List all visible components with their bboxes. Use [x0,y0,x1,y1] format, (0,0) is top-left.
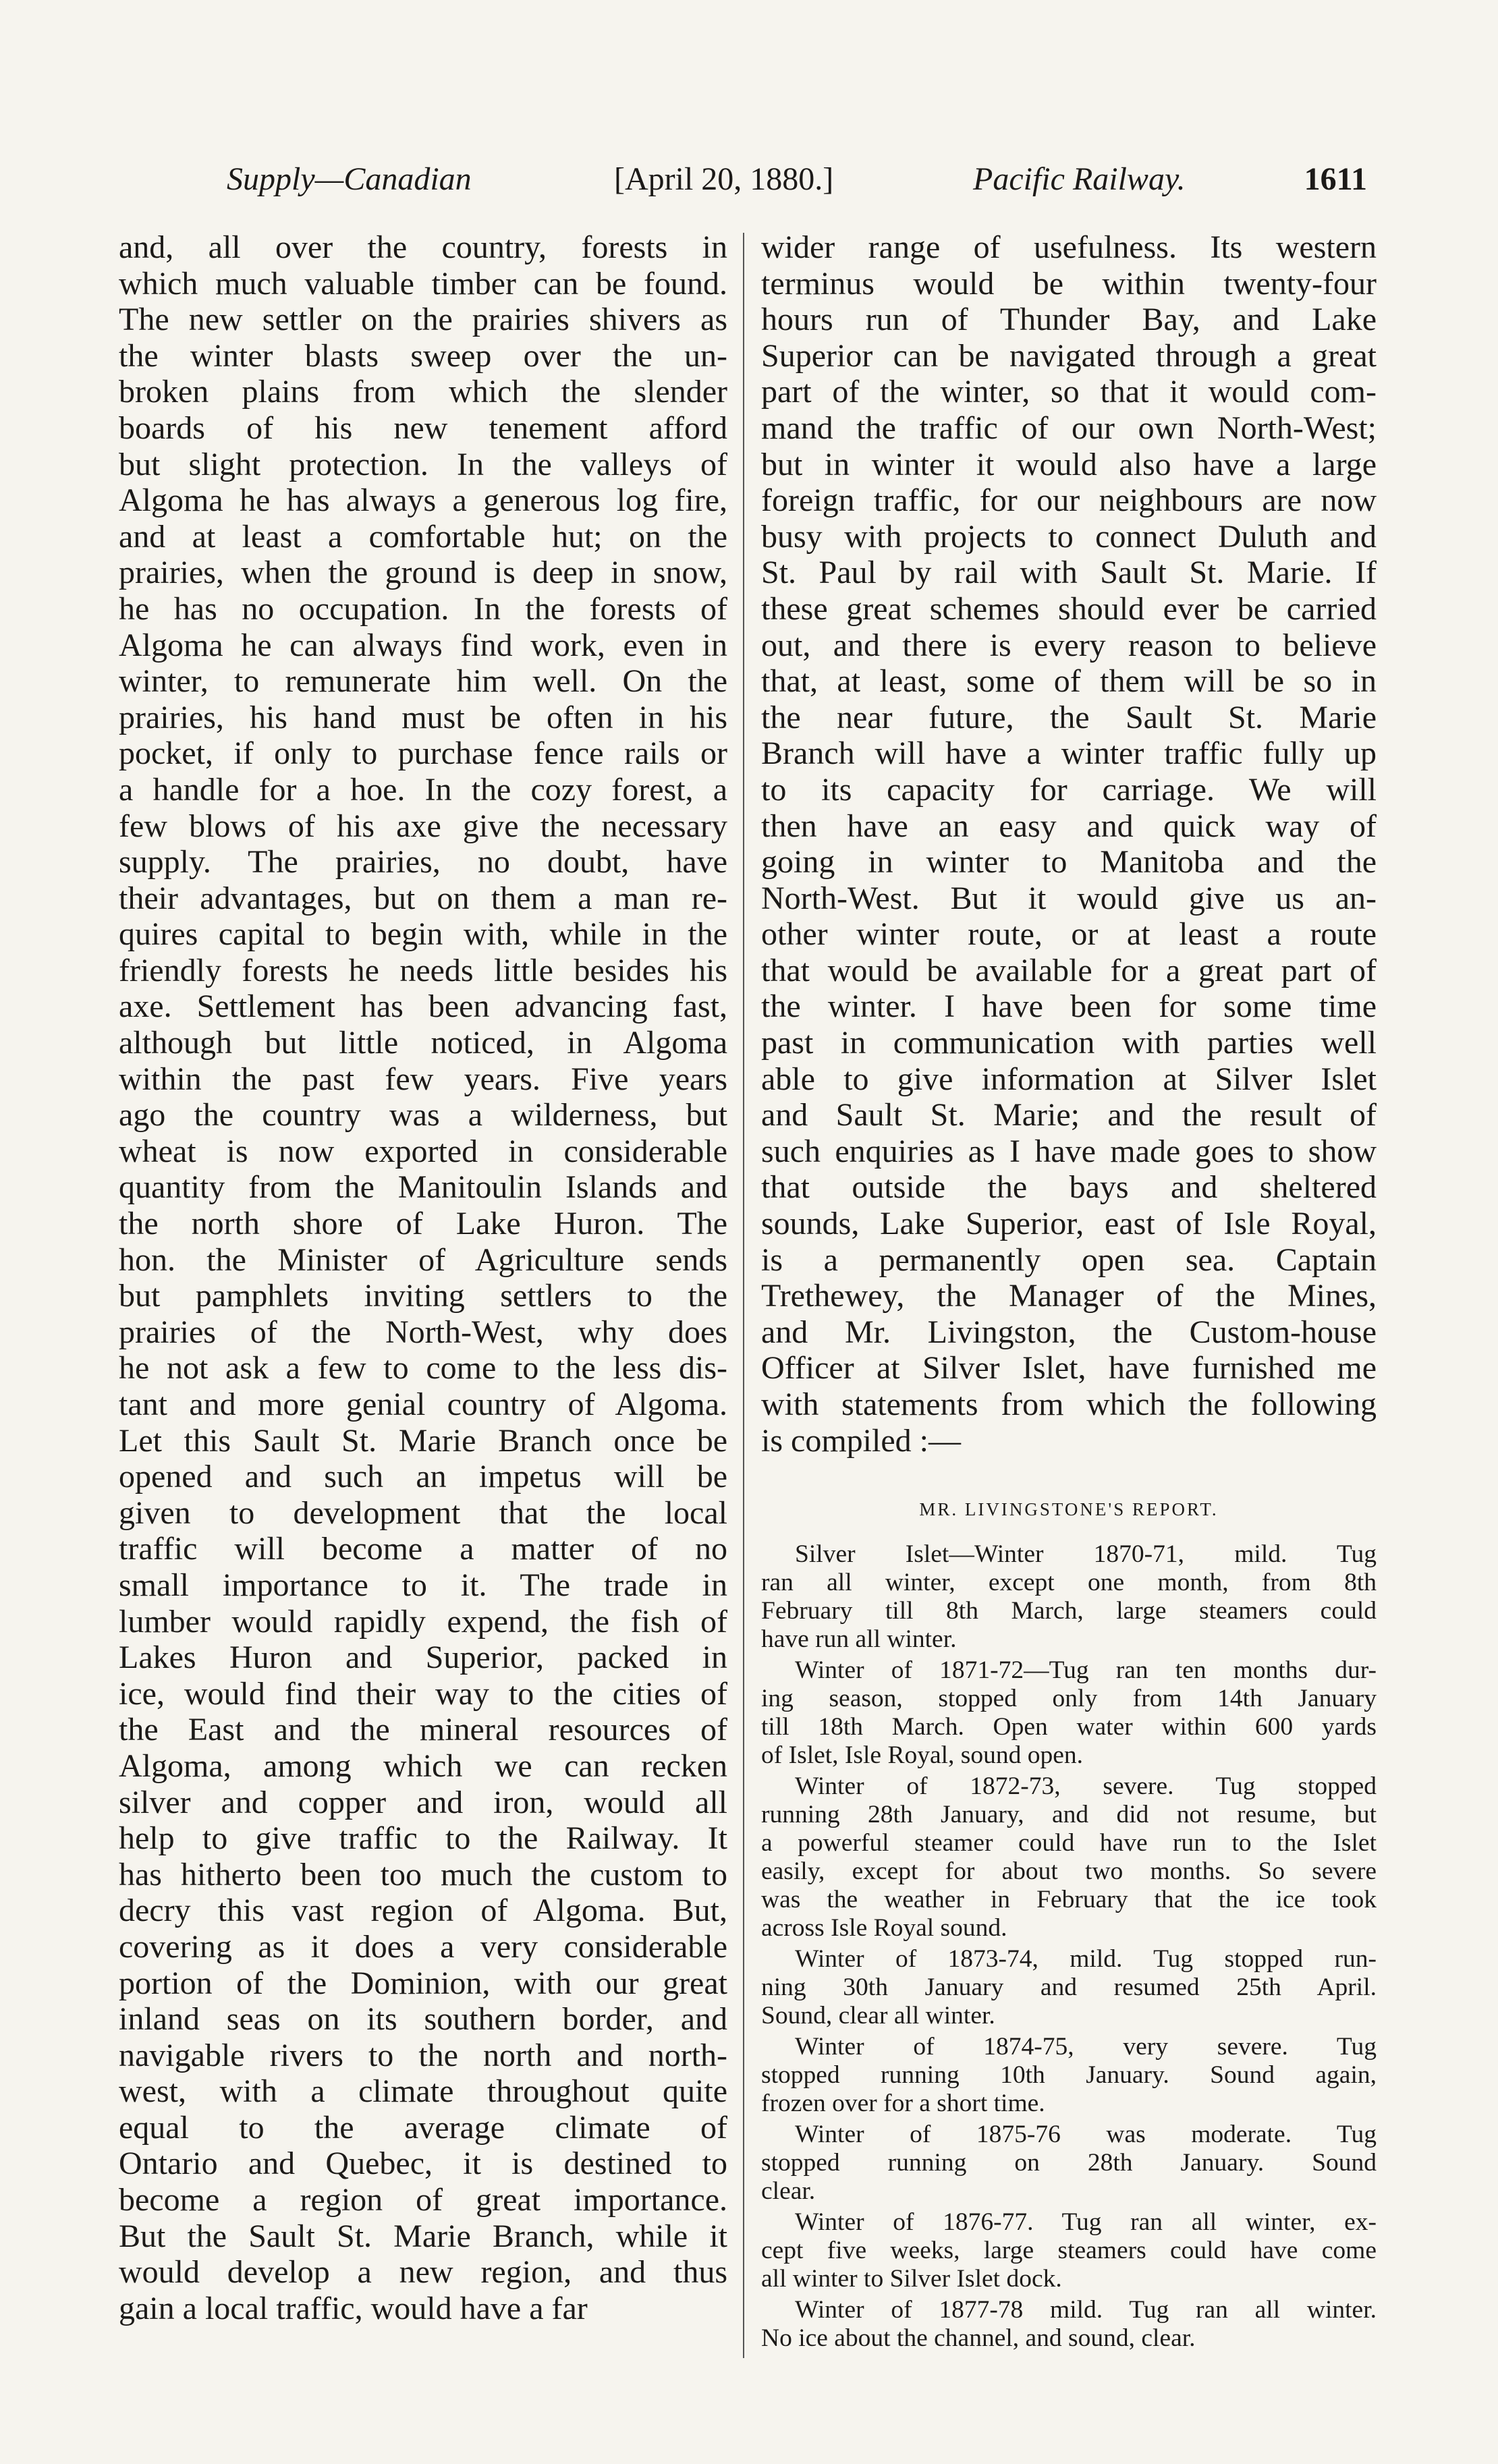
text-line: wheat is now exported in considerable [119,1133,727,1169]
text-line: foreign traffic, for our neighbours are now [761,482,1377,519]
text-line: quantity from the Manitoulin Islands and [119,1169,727,1206]
text-line: that would be available for a great part of [761,952,1377,988]
text-line: sounds, Lake Superior, east of Isle Royal, [761,1206,1377,1242]
report-line: stopped running on 28th January. Sound [761,2149,1377,2177]
text-line: Lakes Huron and Superior, packed in [119,1640,727,1676]
report-line: running 28th January, and did not resume, but [761,1801,1377,1829]
paragraph-gap [761,2353,1377,2355]
text-line: would develop a new region, and thus [119,2254,727,2291]
report-line: ing season, stopped only from 14th January [761,1685,1377,1713]
text-line: become a region of great importance. [119,2182,727,2218]
report-line: all winter to Silver Islet dock. [761,2265,1062,2293]
text-line: is a permanently open sea. Captain [761,1241,1377,1278]
header-date: [April 20, 1880.] [614,161,834,197]
text-line: with statements from which the following [761,1387,1377,1422]
text-line: opened and such an impetus will be [119,1459,727,1495]
text-line: given to development that the local [119,1494,727,1531]
text-line: navigable rivers to the north and north- [119,2037,727,2073]
text-line: then have an easy and quick way of [761,808,1377,844]
report-paragraph [761,1945,1377,2030]
text-line: to its capacity for carriage. We will [761,771,1377,808]
right-column [761,229,1377,2355]
report-line: No ice about the channel, and sound, clear. [761,2324,1196,2353]
text-line: Ontario and Quebec, it is destined to [119,2146,727,2182]
text-line: winter, to remunerate him well. On the [119,663,727,700]
report-paragraph [761,1540,1377,1654]
report-paragraph [761,2296,1377,2353]
text-line: prairies, when the ground is deep in snow, [119,555,727,591]
report-line: Silver Islet—Winter 1870-71, mild. Tug [795,1540,1377,1569]
text-line: broken plains from which the slender [119,374,727,410]
text-line: axe. Settlement has been advancing fast, [119,988,727,1025]
text-line: that, at least, some of them will be so in [761,663,1377,700]
text-line: and at least a comfortable hut; on the [119,518,727,555]
report-paragraph [761,2033,1377,2118]
left-column [119,229,727,2326]
text-line: The new settler on the prairies shivers as [119,302,727,338]
report-paragraph [761,1656,1377,1770]
report-line: February till 8th March, large steamers could [761,1597,1377,1625]
report-line: frozen over for a short time. [761,2090,1045,2118]
text-line: North-West. But it would give us an- [761,880,1377,916]
report-line: Winter of 1876-77. Tug ran all winter, ex- [795,2208,1377,2237]
text-line: hon. the Minister of Agriculture sends [119,1241,727,1278]
text-line: Superior can be navigated through a great [761,337,1377,374]
text-line: inland seas on its southern border, and [119,2001,727,2038]
text-line: pocket, if only to purchase fence rails or [119,735,727,772]
text-line: silver and copper and iron, would all [119,1784,727,1820]
report-line: a powerful steamer could have run to the Islet [761,1829,1377,1857]
text-line: wider range of usefulness. Its western [761,229,1377,265]
text-line: Algoma he can always find work, even in [119,627,727,663]
report-line: Winter of 1874-75, very severe. Tug [795,2033,1377,2061]
report-line: Winter of 1873-74, mild. Tug stopped run- [795,1945,1377,1973]
report-body [761,1540,1377,2355]
report-line: ning 30th January and resumed 25th April. [761,1973,1377,2002]
text-line: help to give traffic to the Railway. It [119,1820,727,1857]
text-line: but in winter it would also have a large [761,446,1377,482]
text-line: west, with a climate throughout quite [119,2073,727,2110]
text-line: which much valuable timber can be found. [119,265,727,302]
text-line: prairies, his hand must be often in his [119,699,727,735]
text-line: past in communication with parties well [761,1025,1377,1061]
text-line: Trethewey, the Manager of the Mines, [761,1278,1377,1314]
report-paragraph [761,2121,1377,2206]
text-line: Algoma, among which we can recken [119,1747,727,1784]
report-line: till 18th March. Open water within 600 yards [761,1713,1377,1741]
text-line: but slight protection. In the valleys of [119,446,727,482]
text-line: able to give information at Silver Islet [761,1061,1377,1097]
text-line: such enquiries as I have made goes to show [761,1133,1377,1169]
text-line: few blows of his axe give the necessary [119,808,727,844]
right-column-text [761,229,1377,1459]
text-line: the winter. I have been for some time [761,988,1377,1025]
text-line: terminus would be within twenty-four [761,265,1377,302]
text-line: portion of the Dominion, with our great [119,1965,727,2001]
report-line: of Islet, Isle Royal, sound open. [761,1741,1084,1770]
text-line: Officer at Silver Islet, have furnished me [761,1350,1377,1387]
text-line: within the past few years. Five years [119,1061,727,1097]
report-line: across Isle Royal sound. [761,1914,1007,1942]
text-line: other winter route, or at least a route [761,916,1377,953]
text-line: St. Paul by rail with Sault St. Marie. If [761,555,1377,591]
text-line: a handle for a hoe. In the cozy forest, a [119,771,727,808]
text-line: Let this Sault St. Marie Branch once be [119,1422,727,1459]
text-line: part of the winter, so that it would com- [761,374,1377,410]
report-heading: MR. LIVINGSTONE'S REPORT. [919,1499,1219,1520]
text-line: their advantages, but on them a man re- [119,880,727,916]
text-line: small importance to it. The trade in [119,1567,727,1603]
report-line: ran all winter, except one month, from 8th [761,1569,1377,1597]
report-line: Sound, clear all winter. [761,2002,995,2030]
text-line: and, all over the country, forests in [119,229,727,265]
text-line: prairies of the North-West, why does [119,1314,727,1350]
report-line: Winter of 1875-76 was moderate. Tug [795,2121,1377,2149]
report-line: stopped running 10th January. Sound again, [761,2061,1377,2090]
text-line: ice, would find their way to the cities of [119,1675,727,1712]
text-line: mand the traffic of our own North-West; [761,410,1377,446]
text-line: lumber would rapidly expend, the fish of [119,1603,727,1640]
text-line: supply. The prairies, no doubt, have [119,844,727,880]
text-line: has hitherto been too much the custom to [119,1856,727,1893]
text-line: is compiled :— [761,1422,961,1459]
text-line: but pamphlets inviting settlers to the [119,1278,727,1314]
report-line: easily, except for about two months. So severe [761,1857,1377,1886]
text-line: tant and more genial country of Algoma. [119,1387,727,1422]
text-line: boards of his new tenement afford [119,410,727,446]
report-line: cept five weeks, large steamers could have come [761,2237,1377,2265]
text-line: hours run of Thunder Bay, and Lake [761,302,1377,338]
text-line: the north shore of Lake Huron. The [119,1206,727,1242]
text-line: going in winter to Manitoba and the [761,844,1377,880]
text-line: although but little noticed, in Algoma [119,1025,727,1061]
report-line: Winter of 1877-78 mild. Tug ran all winter. [795,2296,1377,2324]
text-line: gain a local traffic, would have a far [119,2290,588,2326]
text-line: and Mr. Livingston, the Custom-house [761,1314,1377,1350]
text-line: decry this vast region of Algoma. But, [119,1893,727,1929]
text-line: traffic will become a matter of no [119,1531,727,1567]
text-line: and Sault St. Marie; and the result of [761,1097,1377,1133]
text-line: But the Sault St. Marie Branch, while it [119,2218,727,2254]
header-right: Pacific Railway. [973,161,1186,197]
header-left: Supply—Canadian [227,161,472,197]
report-line: have run all winter. [761,1625,957,1654]
text-line: quires capital to begin with, while in the [119,916,727,953]
text-line: ago the country was a wilderness, but [119,1097,727,1133]
report-line: clear. [761,2177,816,2206]
report-paragraph [761,1772,1377,1942]
text-line: the winter blasts sweep over the un- [119,337,727,374]
report-line: Winter of 1871-72—Tug ran ten months dur- [795,1656,1377,1685]
text-line: equal to the average climate of [119,2109,727,2146]
text-line: friendly forests he needs little besides his [119,952,727,988]
text-line: these great schemes should ever be carried [761,590,1377,627]
page-number: 1611 [1304,161,1367,197]
report-line: Winter of 1872-73, severe. Tug stopped [795,1772,1377,1801]
text-line: the East and the mineral resources of [119,1712,727,1748]
text-line: busy with projects to connect Duluth and [761,518,1377,555]
text-line: out, and there is every reason to believe [761,627,1377,663]
text-line: Branch will have a winter traffic fully up [761,735,1377,772]
text-line: the near future, the Sault St. Marie [761,699,1377,735]
report-paragraph [761,2208,1377,2293]
report-line: was the weather in February that the ice took [761,1886,1377,1914]
text-line: Algoma he has always a generous log fire, [119,482,727,519]
text-line: he not ask a few to come to the less dis- [119,1350,727,1387]
text-line: he has no occupation. In the forests of [119,590,727,627]
running-head [227,161,1367,215]
text-line: covering as it does a very considerable [119,1928,727,1965]
column-divider [743,233,744,2358]
text-line: that outside the bays and sheltered [761,1169,1377,1206]
